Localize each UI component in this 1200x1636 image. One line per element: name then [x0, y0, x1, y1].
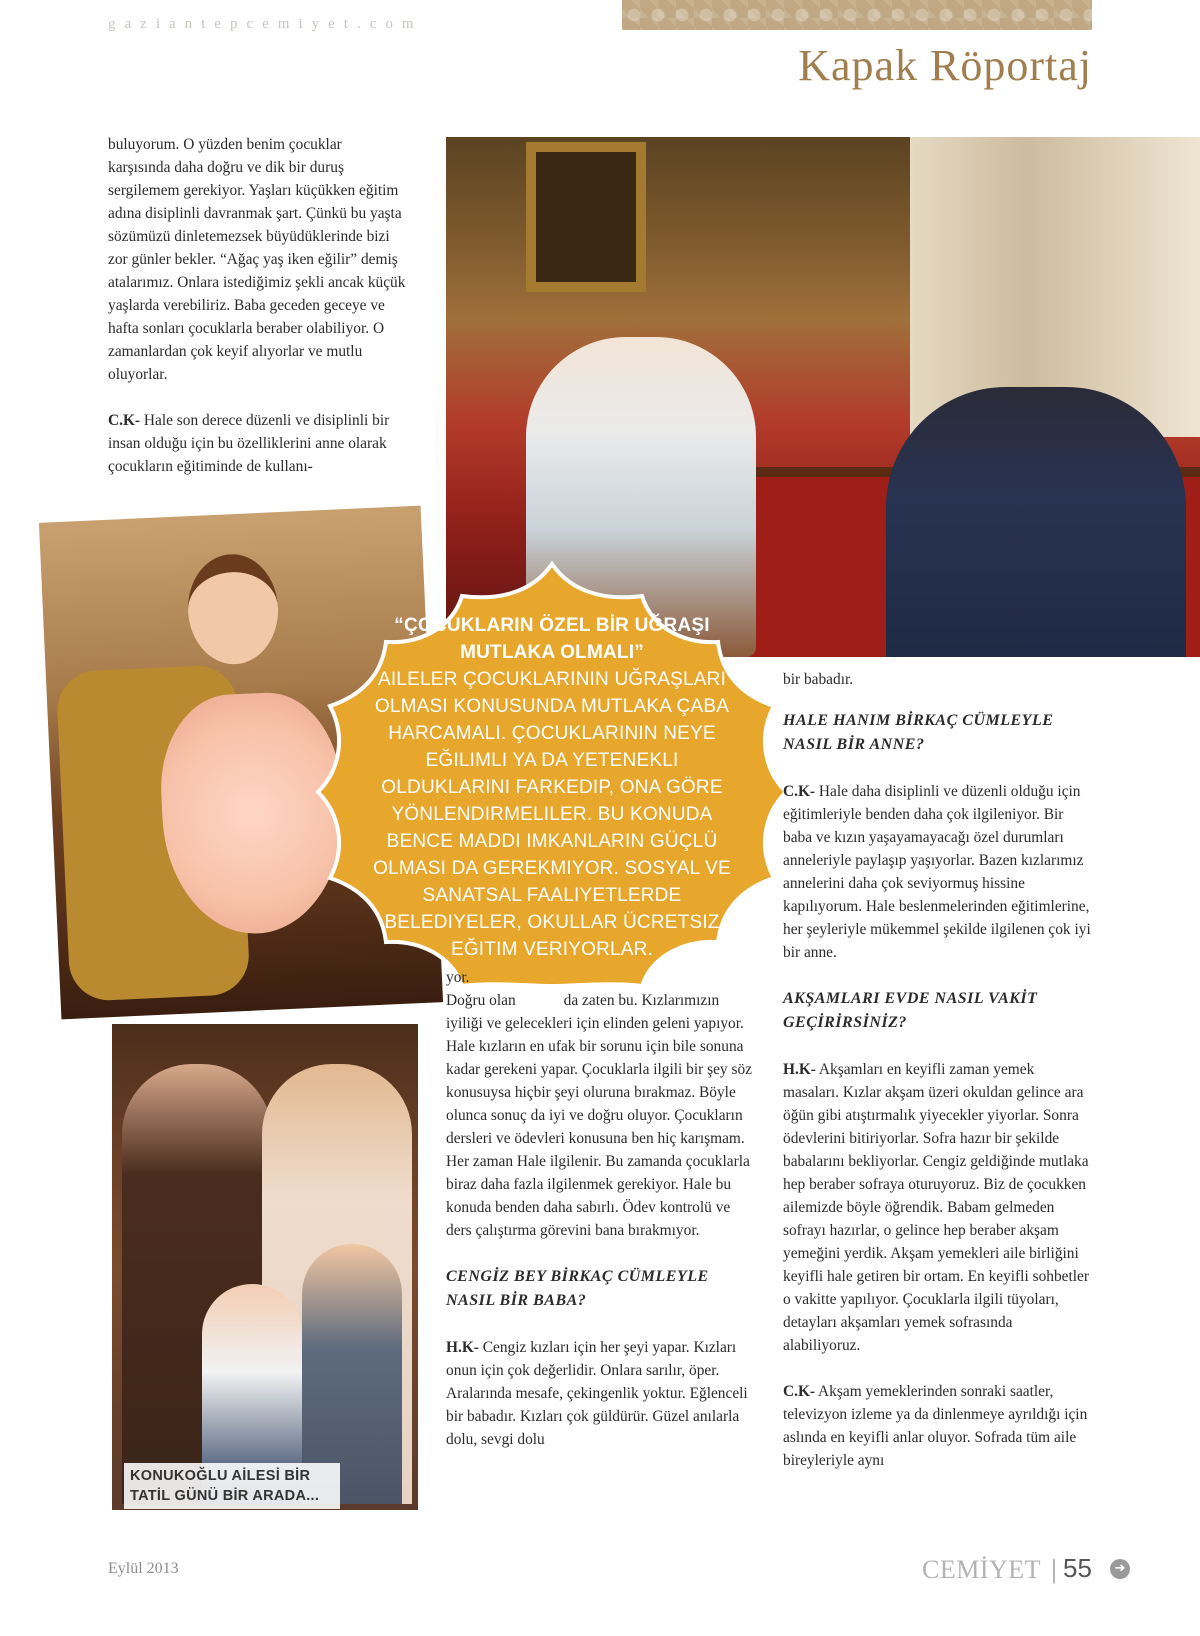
girl-head — [186, 552, 281, 666]
article-column-1 — [108, 133, 408, 501]
family-photo — [112, 1024, 418, 1510]
paragraph-text: Cengiz kızları için her şeyi yapar. Kızları onun için çok değerlidir. Onlara sarılır, öper. Aralarında mesafe, çekingenlik yoktur. Eğlenceli bir babadır. Kızları çok güldürür. Güzel anılarla dolu, sevgi dolu — [446, 1339, 748, 1448]
site-url: gaziantepcemiyet.com — [108, 16, 423, 32]
paragraph — [446, 989, 754, 1242]
section-title: Kapak Röportaj — [798, 41, 1092, 90]
painting-frame — [526, 142, 646, 292]
paragraph: buluyorum. O yüzden benim çocuklar karşısında daha doğru ve dik bir duruş sergilemem gerekiyor. Yaşları küçükken eğitim adına disiplinli davranmak şart. Çünkü bu yaşta sözümüzü dinletemezsek büyüdüklerinde bizi zor günler bekler. “Ağaç yaş iken eğilir” demiş atalarımız. Onlara istediğimiz şekli ancak küçük yaşlarda verebiliriz. Baba geceden geceye ve hafta sonları çocuklarla beraber olabiliyor. O zamanlardan çok keyif alıyorlar ve mutlu oluyorlar. — [108, 136, 406, 383]
paragraph — [783, 1058, 1093, 1357]
question-heading: CENGİZ BEY BİRKAÇ CÜMLEYLE NASIL BİR BABA? — [446, 1268, 709, 1309]
quote-body: AILELER ÇOCUKLARININ UĞRAŞLARI OLMASI KONUSUNDA MUTLAKA ÇABA HARCAMALI. ÇOCUKLARININ NEYE EĞILIMLI YA DA YETENEKLI OLDUKLARINI FARKEDIP, ONA GÖRE YÖNLENDIRMELILER. BU KONUDA BENCE MADDI IMKANLARIN GÜÇLÜ OLMASI DA GEREKMIYOR. SOSYAL VE SANATSAL FAALIYETLERDE BELEDIYELER, OKULLAR ÜCRETSIZ EĞITIM VERIYORLAR. — [373, 669, 731, 960]
paragraph-text: Hale daha disiplinli ve düzenli olduğu için eğitimleriyle benden daha çok ilgileniyor. Bir baba ve kızın yaşayamayacağı özel durumları anneleriyle paylaşıp yaşıyorlar. Bazen kızlarımız annelerini daha çok seviyormuş hissine kapılıyorum. Hale beslenmelerinden eğitimlerine, her şeyleriyle mükemmel şekilde ilgilenen çok iyi bir anne. — [783, 783, 1091, 961]
question-heading: AKŞAMLARI EVDE NASIL VAKİT GEÇİRİRSİNİZ? — [783, 990, 1038, 1031]
magazine-brand: CEMİYET — [922, 1555, 1042, 1584]
next-page-arrow-icon[interactable]: ➜ — [1110, 1559, 1130, 1579]
issue-date: Eylül 2013 — [108, 1560, 179, 1577]
speaker-label: C.K- — [783, 783, 816, 800]
speaker-label: H.K- — [446, 1339, 479, 1356]
paragraph-text: Akşamları en keyifli zaman yemek masaları. Kızlar akşam üzeri okuldan gelince ara öğün gibi atıştırmalık yiyecekler yiyorlar. Sonra ödevlerini bitiriyorlar. Sofra hazır bir şekilde babalarını bekliyorlar. Cengiz geldiğinde mutlaka hep beraber sofraya oturuyoruz. Biz de çocukken ailemizde böyle öğrendik. Babam gelmeden sofrayı hazırlar, o gelince hep beraber akşam yemeğini yerdik. Akşam yemekleri aile birliğini keyifli hale getiren bir ortam. En keyifli sohbetler o vakitte yapılıyor. Çocuklarla ilgili tüyoları, detayları akşamları yemek sofrasında alabiliyoruz. — [783, 1061, 1090, 1354]
ornament-bar — [622, 0, 1092, 30]
article-column-2 — [446, 966, 754, 1474]
paragraph — [783, 1380, 1093, 1472]
paragraph — [783, 780, 1093, 964]
question-heading: HALE HANIM BİRKAÇ CÜMLEYLE NASIL BİR ANNE? — [783, 712, 1054, 753]
paragraph-text: Hale son derece düzenli ve disiplinli bir insan olduğu için bu özelliklerini anne olarak çocukların eğitiminde de kullanı- — [108, 412, 390, 475]
paragraph: bir babadır. — [783, 671, 854, 688]
family-photo-caption: KONUKOĞLU AİLESİ BİR TATİL GÜNÜ BİR ARADA... — [124, 1463, 340, 1509]
paragraph-text: Akşam yemeklerinden sonraki saatler, televizyon izleme ya da dinlenmeye ayrıldığı için aslında en keyifli anlar oluyor. Sofrada tüm aile bireyleriyle aynı — [783, 1383, 1088, 1469]
paragraph — [108, 409, 408, 478]
footer-separator: | — [1050, 1556, 1059, 1584]
article-column-3 — [783, 668, 1093, 1495]
paragraph-text: da zaten bu. Kızlarımızın iyiliği ve gelecekleri için elinden geleni yapıyor. Hale kızların en ufak bir sorunu için bile sonuna kadar gerekeni yapar. Çocuklarla ilgili bir şey söz konusuysa hiçbir şeyi oluruna bırakmaz. Böyle olunca sonuç da iyi ve doğru oluyor. Çocukların dersleri ve ödevleri konusuna ben hiç karışmam. Her zaman Hale ilgilenir. Bu zamanda çocuklarla biraz daha fazla ilgilenmek gerekiyor. Hale bu konuda benden daha sabırlı. Ödev kontrolü ve ders çalıştırma görevini bana bırakmıyor. — [446, 992, 752, 1239]
page-number: 55 — [1063, 1553, 1092, 1583]
speaker-label: C.K- — [108, 412, 141, 429]
man-figure — [886, 387, 1186, 657]
paragraph-start: Doğru olan — [446, 992, 516, 1009]
quote-text — [372, 612, 732, 963]
quote-title: “ÇOCUKLARIN ÖZEL BİR UĞRAŞI MUTLAKA OLMALI” — [394, 615, 710, 663]
speaker-label: H.K- — [783, 1061, 816, 1078]
paragraph — [446, 1336, 754, 1451]
speaker-label: C.K- — [783, 1383, 816, 1400]
paragraph: yor. — [446, 969, 470, 986]
